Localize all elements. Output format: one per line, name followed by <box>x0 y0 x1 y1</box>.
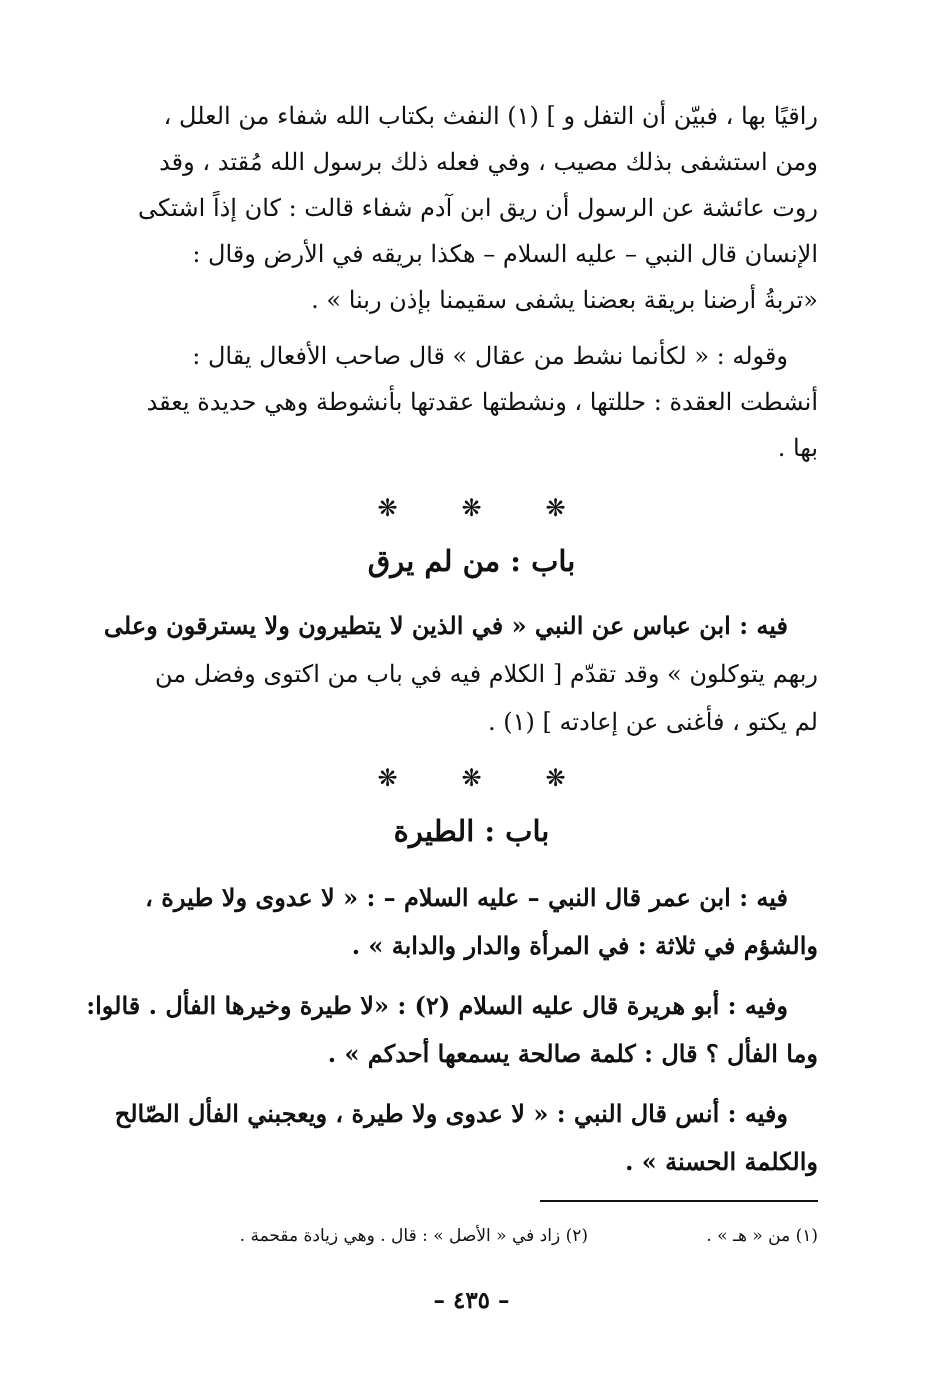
asterism-mark: ❋ <box>377 764 398 792</box>
section-heading: باب : الطيرة <box>393 814 550 848</box>
text-line: وما الفأل ؟ قال : كلمة صالحة يسمعها أحدكم » . <box>327 1039 818 1068</box>
footnote-1: (١) من « هـ » . <box>706 1226 818 1246</box>
text-line: أنشطت العقدة : حللتها ، ونشطتها عقدتها بأنشوطة وهي حديدة يعقد <box>146 388 818 416</box>
text-line: لم يكتو ، فأغنى عن إعادته ] (١) . <box>488 708 818 736</box>
text-line: فيه : ابن عباس عن النبي « في الذين لا يتطيرون ولا يسترقون وعلى <box>103 611 788 640</box>
text-line: ربهم يتوكلون » وقد تقدّم [ الكلام فيه في باب من اكتوى وفضل من <box>154 660 818 688</box>
section-separator <box>0 494 943 522</box>
text-line: الإنسان قال النبي – عليه السلام – هكذا بريقه في الأرض وقال : <box>192 240 818 268</box>
text-line: والشؤم في ثلاثة : في المرأة والدار والدابة » . <box>351 931 818 960</box>
text-line: «تربةُ أرضنا بريقة بعضنا يشفى سقيمنا بإذن ربنا » . <box>311 286 818 314</box>
footnote-2: (٢) زاد في « الأصل » : قال . وهي زيادة مقحمة . <box>239 1226 588 1246</box>
text-line: وقوله : « لكأنما نشط من عقال » قال صاحب الأفعال يقال : <box>192 342 788 370</box>
section-heading: باب : من لم يرق <box>367 544 576 578</box>
asterism-mark: ❋ <box>377 494 398 522</box>
asterism-mark: ❋ <box>461 764 482 792</box>
text-line: بها . <box>777 434 818 462</box>
text-line: فيه : ابن عمر قال النبي – عليه السلام – : « لا عدوى ولا طيرة ، <box>145 883 788 912</box>
text-line: راقيًا بها ، فبيّن أن التفل و ] (١) النفث بكتاب الله شفاء من العلل ، <box>163 102 818 130</box>
asterism-mark: ❋ <box>461 494 482 522</box>
text-line: وفيه : أبو هريرة قال عليه السلام (٢) : «لا طيرة وخيرها الفأل . قالوا: <box>86 991 788 1020</box>
asterism-mark: ❋ <box>545 764 566 792</box>
text-line: روت عائشة عن الرسول أن ريق ابن آدم شفاء قالت : كان إذاً اشتكى <box>138 194 818 222</box>
text-line: ومن استشفى بذلك مصيب ، وفي فعله ذلك برسول الله مُقتد ، وقد <box>159 148 818 176</box>
text-line: والكلمة الحسنة » . <box>625 1147 818 1176</box>
text-line: وفيه : أنس قال النبي : « لا عدوى ولا طيرة ، ويعجبني الفأل الصّالح <box>114 1099 788 1128</box>
footnote-divider <box>540 1200 818 1202</box>
page-number: – ٤٣٥ – <box>433 1287 510 1314</box>
section-separator <box>0 764 943 792</box>
asterism-mark: ❋ <box>545 494 566 522</box>
